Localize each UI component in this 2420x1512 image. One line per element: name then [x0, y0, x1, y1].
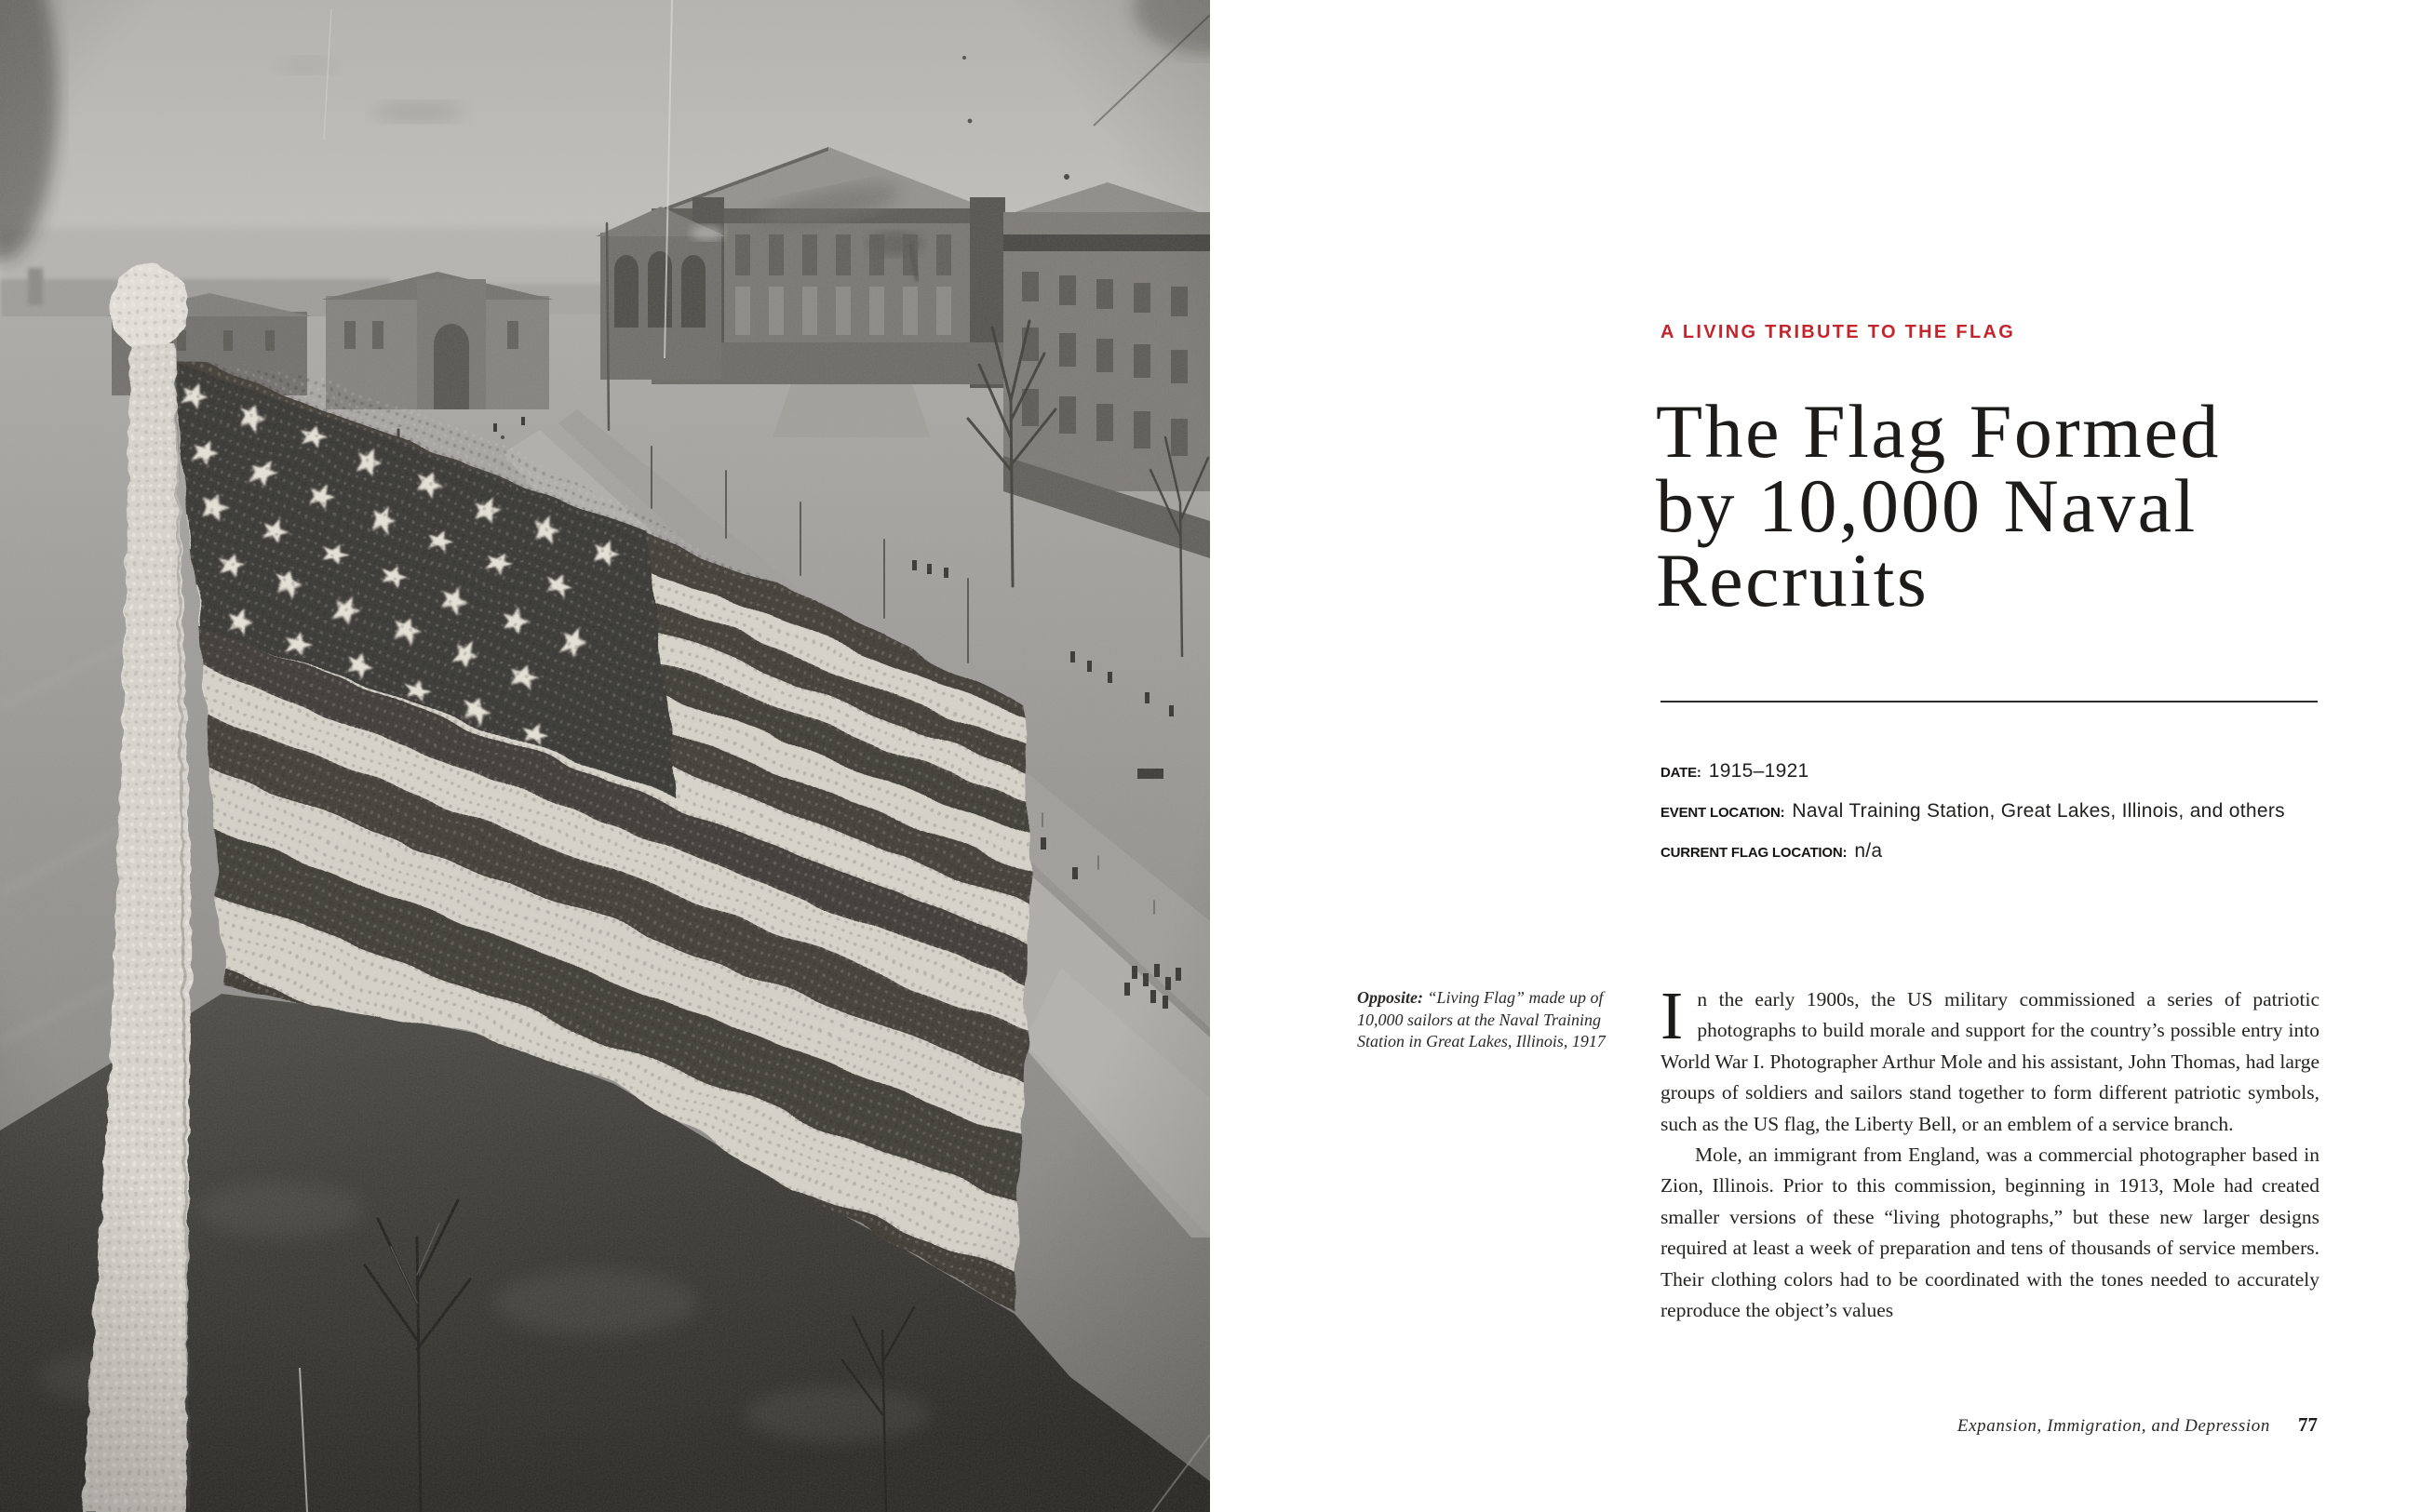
- page-footer: [1957, 1413, 2318, 1437]
- meta-current-flag-location-value: n/a: [1854, 840, 1883, 862]
- body-text: [1660, 978, 2319, 1326]
- meta-event-location: [1660, 800, 2285, 823]
- page-number: 77: [2298, 1413, 2318, 1436]
- meta-event-location-value: Naval Training Station, Great Lakes, Illinois, and others: [1792, 800, 2285, 822]
- drop-cap: I: [1660, 978, 1684, 1053]
- photo-caption-lead: Opposite:: [1357, 988, 1423, 1007]
- body-paragraph-1: [1660, 978, 2319, 1140]
- photo-caption: [1357, 987, 1636, 1053]
- metadata-block: [1660, 760, 2285, 880]
- eyebrow-heading: A LIVING TRIBUTE TO THE FLAG: [1660, 322, 2016, 342]
- divider-rule: [1660, 701, 2318, 702]
- title-line-1: The Flag Formed: [1656, 389, 2221, 474]
- photo-caption-text: “Living Flag” made up of 10,000 sailors at the Naval Training Station in Great Lakes, Illinois, 1917: [1357, 988, 1606, 1050]
- title-line-3: Recruits: [1656, 538, 1929, 622]
- title-line-2: by 10,000 Naval: [1656, 463, 2198, 548]
- page-title: [1656, 389, 2221, 622]
- body-paragraph-1-text: n the early 1900s, the US military commissioned a series of patriotic photographs to build morale and support for the country’s possible entry into World War I. Photographer Arthur Mole and his assistant, John Thomas, had large groups of soldiers and sailors stand together to form different patriotic symbols, such as the US flag, the Liberty Bell, or an emblem of a service branch.: [1660, 988, 2319, 1135]
- meta-event-location-label: EVENT LOCATION:: [1660, 805, 1785, 821]
- running-footer: Expansion, Immigration, and Depression: [1956, 1416, 2270, 1436]
- meta-date-label: DATE:: [1660, 765, 1701, 781]
- meta-current-flag-location-label: CURRENT FLAG LOCATION:: [1660, 845, 1848, 861]
- meta-date-value: 1915–1921: [1708, 760, 1809, 782]
- text-page: [1210, 0, 2420, 1512]
- meta-current-flag-location: [1660, 840, 2285, 863]
- meta-date: [1660, 760, 2285, 783]
- body-paragraph-2: Mole, an immigrant from England, was a commercial photographer based in Zion, Illinois. Prior to this commission, beginning in 1913, Mole had created smaller versions of these “living photographs,” but these new larger designs required at least a week of preparation and tens of thousands of service members. Their clothing colors had to be coordinated with the tones needed to accurately reproduce the object’s values: [1660, 1144, 2319, 1322]
